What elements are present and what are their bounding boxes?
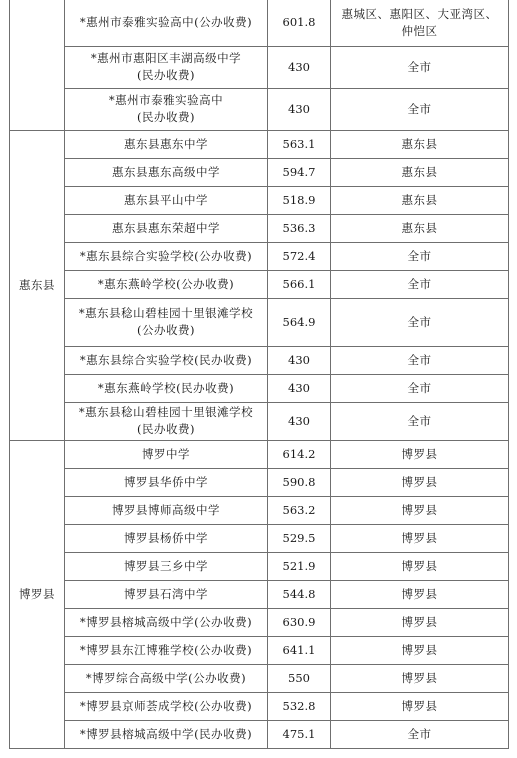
table-row xyxy=(10,692,509,720)
area-cell: 全市 xyxy=(331,88,509,130)
score-cell: 529.5 xyxy=(268,524,331,552)
score-cell: 518.9 xyxy=(268,186,331,214)
area-cell: 全市 xyxy=(331,242,509,270)
table-row xyxy=(10,242,509,270)
area-cell: 博罗县 xyxy=(331,580,509,608)
school-name-cell: 博罗县杨侨中学 xyxy=(65,524,268,552)
school-name-cell: *惠州市泰雅实验高中 (民办收费) xyxy=(65,88,268,130)
table-row xyxy=(10,524,509,552)
school-name-cell: 博罗县石湾中学 xyxy=(65,580,268,608)
table-row xyxy=(10,270,509,298)
school-name-cell: *惠东县稔山碧桂园十里银滩学校 (公办收费) xyxy=(65,298,268,346)
table-row xyxy=(10,468,509,496)
table-row xyxy=(10,608,509,636)
score-cell: 594.7 xyxy=(268,158,331,186)
school-name-cell: *博罗县京师荟成学校(公办收费) xyxy=(65,692,268,720)
area-cell: 惠城区、惠阳区、大亚湾区、 仲恺区 xyxy=(331,0,509,46)
area-cell: 博罗县 xyxy=(331,636,509,664)
school-name-cell: 惠东县惠东荣超中学 xyxy=(65,214,268,242)
score-cell: 601.8 xyxy=(268,0,331,46)
area-cell: 全市 xyxy=(331,402,509,440)
score-cell: 564.9 xyxy=(268,298,331,346)
table-row xyxy=(10,186,509,214)
table-row xyxy=(10,402,509,440)
area-cell: 博罗县 xyxy=(331,496,509,524)
school-name-cell: *惠东县稔山碧桂园十里银滩学校 (民办收费) xyxy=(65,402,268,440)
score-cell: 430 xyxy=(268,402,331,440)
school-name-cell: 博罗县三乡中学 xyxy=(65,552,268,580)
score-cell: 430 xyxy=(268,374,331,402)
score-cell: 430 xyxy=(268,88,331,130)
area-cell: 惠东县 xyxy=(331,214,509,242)
score-cell: 563.1 xyxy=(268,130,331,158)
school-name-cell: *惠州市惠阳区丰湖高级中学 (民办收费) xyxy=(65,46,268,88)
score-cell: 563.2 xyxy=(268,496,331,524)
school-name-cell: *惠州市泰雅实验高中(公办收费) xyxy=(65,0,268,46)
table-row xyxy=(10,636,509,664)
score-cell: 566.1 xyxy=(268,270,331,298)
area-cell: 全市 xyxy=(331,346,509,374)
school-name-cell: *惠东县综合实验学校(公办收费) xyxy=(65,242,268,270)
score-cell: 430 xyxy=(268,46,331,88)
score-cell: 590.8 xyxy=(268,468,331,496)
table-row xyxy=(10,298,509,346)
table-row xyxy=(10,0,509,46)
area-cell: 博罗县 xyxy=(331,524,509,552)
score-cell: 475.1 xyxy=(268,720,331,748)
area-cell: 博罗县 xyxy=(331,608,509,636)
table-row xyxy=(10,440,509,468)
area-cell: 博罗县 xyxy=(331,692,509,720)
table-row xyxy=(10,346,509,374)
area-cell: 惠东县 xyxy=(331,130,509,158)
area-cell: 全市 xyxy=(331,270,509,298)
school-name-cell: *惠东燕岭学校(民办收费) xyxy=(65,374,268,402)
area-cell: 博罗县 xyxy=(331,440,509,468)
region-cell: 惠东县 xyxy=(10,130,65,440)
table-row xyxy=(10,552,509,580)
area-cell: 惠东县 xyxy=(331,186,509,214)
school-name-cell: 博罗县华侨中学 xyxy=(65,468,268,496)
area-cell: 博罗县 xyxy=(331,552,509,580)
school-name-cell: 惠东县惠东高级中学 xyxy=(65,158,268,186)
table-row xyxy=(10,580,509,608)
score-cell: 550 xyxy=(268,664,331,692)
score-cell: 532.8 xyxy=(268,692,331,720)
school-name-cell: 惠东县平山中学 xyxy=(65,186,268,214)
table-row xyxy=(10,374,509,402)
score-cell: 544.8 xyxy=(268,580,331,608)
area-cell: 全市 xyxy=(331,46,509,88)
school-name-cell: *博罗县榕城高级中学(民办收费) xyxy=(65,720,268,748)
score-cell: 630.9 xyxy=(268,608,331,636)
score-cell: 641.1 xyxy=(268,636,331,664)
admission-score-table xyxy=(9,0,509,749)
school-name-cell: 博罗中学 xyxy=(65,440,268,468)
score-cell: 430 xyxy=(268,346,331,374)
table-row xyxy=(10,214,509,242)
region-cell xyxy=(10,0,65,130)
score-cell: 536.3 xyxy=(268,214,331,242)
area-cell: 博罗县 xyxy=(331,468,509,496)
school-name-cell: *博罗县榕城高级中学(公办收费) xyxy=(65,608,268,636)
area-cell: 全市 xyxy=(331,374,509,402)
table-row xyxy=(10,496,509,524)
score-cell: 614.2 xyxy=(268,440,331,468)
area-cell: 惠东县 xyxy=(331,158,509,186)
school-name-cell: 博罗县博师高级中学 xyxy=(65,496,268,524)
school-name-cell: *博罗综合高级中学(公办收费) xyxy=(65,664,268,692)
table-row xyxy=(10,720,509,748)
table-row xyxy=(10,130,509,158)
table-row xyxy=(10,158,509,186)
school-name-cell: *惠东燕岭学校(公办收费) xyxy=(65,270,268,298)
score-cell: 572.4 xyxy=(268,242,331,270)
school-name-cell: 惠东县惠东中学 xyxy=(65,130,268,158)
score-cell: 521.9 xyxy=(268,552,331,580)
area-cell: 全市 xyxy=(331,720,509,748)
table-row xyxy=(10,88,509,130)
school-name-cell: *博罗县东江博雅学校(公办收费) xyxy=(65,636,268,664)
table-row xyxy=(10,46,509,88)
area-cell: 博罗县 xyxy=(331,664,509,692)
school-name-cell: *惠东县综合实验学校(民办收费) xyxy=(65,346,268,374)
area-cell: 全市 xyxy=(331,298,509,346)
table-row xyxy=(10,664,509,692)
region-cell: 博罗县 xyxy=(10,440,65,748)
